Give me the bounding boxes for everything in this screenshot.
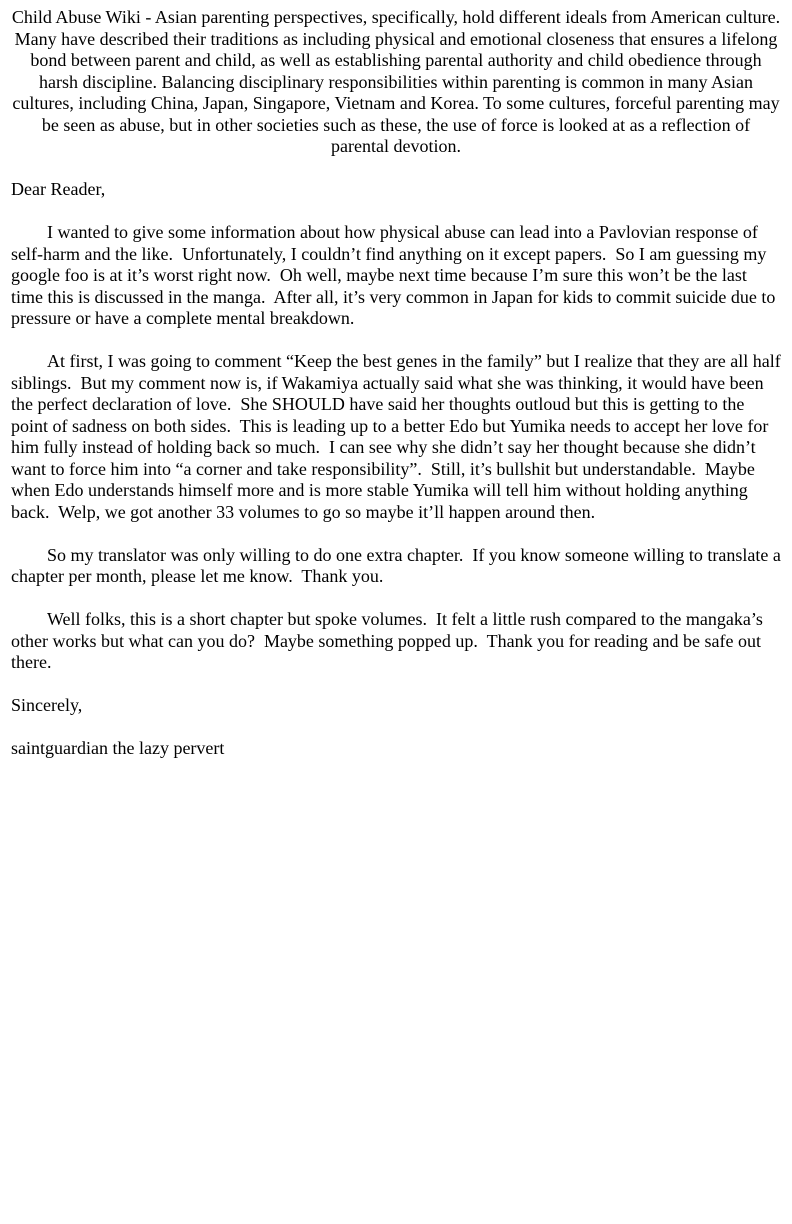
body-paragraph-3: So my translator was only willing to do one extra chapter. If you know someone willing to translate a chapter per month, please let me know. Thank you. — [11, 544, 786, 586]
signature: saintguardian the lazy pervert — [11, 738, 225, 758]
body-paragraph-2: At first, I was going to comment “Keep the best genes in the family” but I realize that they are all half siblings. But my comment now is, if Wakamiya actually said what she was thinking, it would have been the perfect declaration of love. She SHOULD have said her thoughts outloud but this is getting to the point of sadness on both sides. This is leading up to a better Edo but Yumika needs to accept her love for him fully instead of holding back so much. I can see why she didn’t say her thought because she didn’t want to force him into “a corner and take responsibility”. Still, it’s bullshit but understandable. Maybe when Edo understands himself more and is more stable Yumika will tell him without holding anything back. Welp, we got another 33 volumes to go so maybe it’ll happen around then. — [11, 351, 786, 522]
body-paragraph-1: I wanted to give some information about how physical abuse can lead into a Pavlovian response of self-harm and the like. Unfortunately, I couldn’t find anything on it except papers. So I am guessing my google foo is at it’s worst right now. Oh well, maybe next time because I’m sure this won’t be the last time this is discussed in the manga. After all, it’s very common in Japan for kids to commit suicide due to pressure or have a complete mental breakdown. — [11, 222, 780, 328]
intro-paragraph: Child Abuse Wiki - Asian parenting perspectives, specifically, hold different ideals from American culture. Many have described their traditions as including physical and emotional closeness that ensures a lifelong bond between parent and child, as well as establishing parental authority and child obedience through harsh discipline. Balancing disciplinary responsibilities within parenting is common in many Asian cultures, including China, Japan, Singapore, Vietnam and Korea. To some cultures, forceful parenting may be seen as abuse, but in other societies such as these, the use of force is looked at as a reflection of parental devotion. — [11, 7, 785, 156]
body-paragraph-4: Well folks, this is a short chapter but spoke volumes. It felt a little rush compared to the mangaka’s other works but what can you do? Maybe something popped up. Thank you for reading and be safe out there. — [11, 609, 768, 672]
salutation: Dear Reader, — [11, 179, 106, 199]
closing: Sincerely, — [11, 695, 83, 715]
